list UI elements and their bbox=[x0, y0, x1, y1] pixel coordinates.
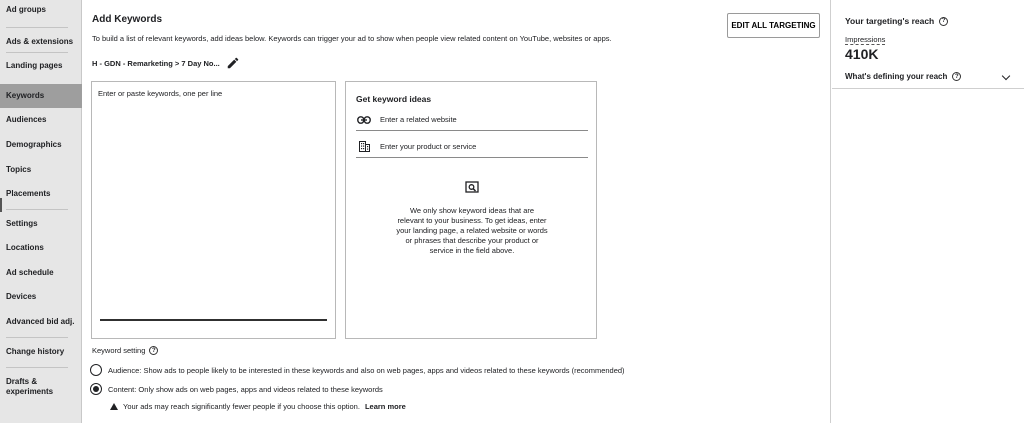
sidebar-item-topics[interactable]: Topics bbox=[6, 165, 32, 174]
related-website-placeholder: Enter a related website bbox=[380, 115, 457, 124]
building-icon bbox=[356, 141, 372, 153]
content-option[interactable] bbox=[90, 383, 383, 395]
content-option-label: Content: Only show ads on web pages, apps and videos related to these keywords bbox=[108, 384, 383, 394]
impressions-label[interactable]: Impressions bbox=[845, 35, 886, 44]
reach-warning bbox=[110, 402, 406, 411]
sidebar-item-landing-pages[interactable]: Landing pages bbox=[6, 61, 63, 70]
keyword-ideas-title: Get keyword ideas bbox=[356, 94, 432, 104]
warning-icon bbox=[110, 403, 118, 410]
campaign-breadcrumb bbox=[92, 56, 240, 70]
link-icon bbox=[356, 114, 372, 126]
keywords-input-underline bbox=[100, 319, 327, 321]
campaign-name: H - GDN - Remarketing > 7 Day No... bbox=[92, 58, 220, 68]
sidebar-item-demographics[interactable]: Demographics bbox=[6, 140, 62, 149]
sidebar-item-ad-schedule[interactable]: Ad schedule bbox=[6, 268, 54, 277]
sidebar-divider bbox=[6, 209, 68, 210]
sidebar-item-locations[interactable]: Locations bbox=[6, 243, 44, 252]
sidebar-divider bbox=[6, 367, 68, 368]
sidebar-item-keywords[interactable]: Keywords bbox=[0, 84, 82, 108]
pencil-icon[interactable] bbox=[226, 56, 240, 70]
keyword-setting-label: Keyword setting bbox=[92, 346, 146, 355]
help-icon[interactable]: ? bbox=[952, 72, 961, 81]
targeting-reach-panel bbox=[832, 0, 1024, 423]
sidebar-item-drafts-experiments[interactable]: Drafts & experiments bbox=[6, 377, 54, 396]
defining-reach-toggle[interactable] bbox=[845, 72, 1015, 81]
keyword-ideas-message: We only show keyword ideas that are relevant to your business. To get ideas, enter your landing page, a related website or words or phrases that describe your product or service in the field above. bbox=[396, 206, 548, 255]
audience-radio[interactable] bbox=[90, 364, 102, 376]
reach-summary bbox=[832, 0, 1024, 89]
sidebar-divider bbox=[6, 337, 68, 338]
sidebar-item-advanced-bid-adj[interactable]: Advanced bid adj. bbox=[6, 317, 75, 326]
sidebar-item-placements[interactable]: Placements bbox=[6, 189, 51, 198]
impressions-value: 410K bbox=[845, 46, 879, 62]
sidebar-item-audiences[interactable]: Audiences bbox=[6, 115, 47, 124]
content-radio[interactable] bbox=[90, 383, 102, 395]
add-keywords-panel bbox=[82, 0, 831, 423]
sidebar-item-devices[interactable]: Devices bbox=[6, 292, 37, 301]
reach-heading bbox=[845, 16, 948, 26]
keyword-ideas-panel bbox=[345, 81, 597, 339]
reach-title: Your targeting's reach bbox=[845, 16, 935, 26]
warning-text: Your ads may reach significantly fewer people if you choose this option. bbox=[123, 402, 360, 411]
help-icon[interactable]: ? bbox=[939, 17, 948, 26]
learn-more-link[interactable]: Learn more bbox=[364, 402, 406, 411]
audience-option-label: Audience: Show ads to people likely to be interested in these keywords and also on web pages, apps and videos related to these keywords (recommended) bbox=[108, 365, 625, 375]
related-website-field[interactable] bbox=[356, 109, 588, 131]
scroll-marker bbox=[0, 198, 2, 212]
chevron-down-icon[interactable] bbox=[1002, 72, 1010, 80]
product-service-placeholder: Enter your product or service bbox=[380, 142, 477, 151]
sidebar-divider bbox=[6, 27, 68, 28]
edit-all-targeting-button[interactable]: EDIT ALL TARGETING bbox=[727, 13, 820, 38]
page-description: To build a list of relevant keywords, add ideas below. Keywords can trigger your ad to show when people view related content on YouTube, websites or apps. bbox=[92, 34, 612, 43]
sidebar-item-ads-extensions[interactable]: Ads & extensions bbox=[6, 37, 74, 46]
sidebar-divider bbox=[6, 52, 68, 53]
keywords-textarea[interactable] bbox=[92, 82, 335, 312]
sidebar-item-change-history[interactable]: Change history bbox=[6, 347, 65, 356]
sidebar-item-settings[interactable]: Settings bbox=[6, 219, 38, 228]
sidebar-nav bbox=[0, 0, 82, 423]
search-page-icon bbox=[464, 180, 480, 196]
defining-reach-label: What's defining your reach bbox=[845, 72, 948, 81]
help-icon[interactable]: ? bbox=[149, 346, 158, 355]
audience-option[interactable] bbox=[90, 364, 625, 376]
sidebar-item-ad-groups[interactable]: Ad groups bbox=[6, 5, 46, 14]
page-title: Add Keywords bbox=[92, 14, 163, 25]
product-service-field[interactable] bbox=[356, 136, 588, 158]
keywords-input-box bbox=[91, 81, 336, 339]
keyword-setting-heading bbox=[92, 346, 158, 355]
